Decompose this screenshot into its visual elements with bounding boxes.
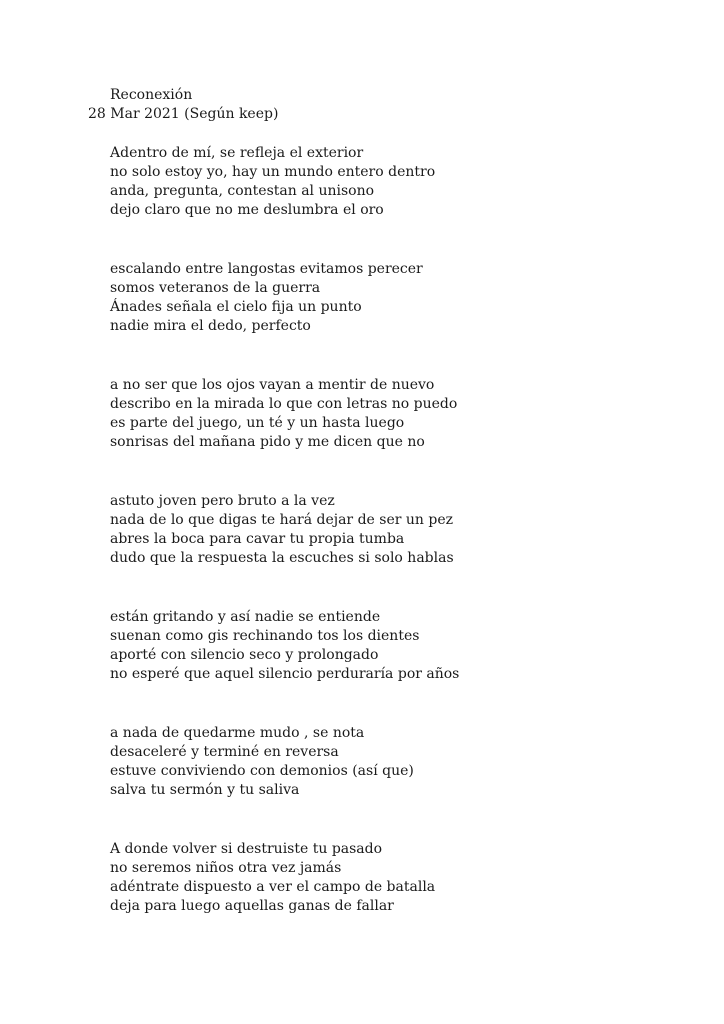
poem-line: no seremos niños otra vez jamás	[110, 860, 342, 876]
poem-line: dejo claro que no me deslumbra el oro	[110, 202, 384, 218]
stanza	[110, 260, 690, 336]
poem-line: deja para luego aquellas ganas de fallar	[110, 898, 394, 914]
poem-line: dudo que la respuesta la escuches si solo hablas	[110, 550, 454, 566]
poem-line: aporté con silencio seco y prolongado	[110, 647, 379, 663]
poem-line: adéntrate dispuesto a ver el campo de batalla	[110, 879, 436, 895]
poem-line: no solo estoy yo, hay un mundo entero dentro	[110, 164, 436, 180]
poem-line: anda, pregunta, contestan al unisono	[110, 183, 375, 199]
poem-line: Adentro de mí, se refleja el exterior	[110, 145, 364, 161]
poem-line: desaceleré y terminé en reversa	[110, 744, 339, 760]
stanza	[110, 144, 690, 220]
poem-title: Reconexión	[110, 87, 193, 103]
poem-line: nadie mira el dedo, perfecto	[110, 318, 311, 334]
poem-line: nada de lo que digas te hará dejar de ser un pez	[110, 512, 453, 528]
poem-line: salva tu sermón y tu saliva	[110, 782, 300, 798]
poem-line: escalando entre langostas evitamos perecer	[110, 261, 423, 277]
poem-line: Ánades señala el cielo fija un punto	[110, 299, 362, 315]
poem-line: A donde volver si destruiste tu pasado	[110, 841, 383, 857]
poem-line: estuve conviviendo con demonios (así que)	[110, 763, 414, 779]
stanza	[110, 608, 690, 684]
poem-date: 28 Mar 2021 (Según keep)	[88, 106, 279, 122]
poem-line: están gritando y así nadie se entiende	[110, 609, 381, 625]
poem-line: describo en la mirada lo que con letras no puedo	[110, 396, 458, 412]
poem-body	[110, 144, 690, 956]
poem-line: suenan como gis rechinando tos los dientes	[110, 628, 420, 644]
stanza	[110, 840, 690, 916]
poem-line: es parte del juego, un té y un hasta luego	[110, 415, 405, 431]
poem-line: a no ser que los ojos vayan a mentir de nuevo	[110, 377, 435, 393]
poem-line: no esperé que aquel silencio perduraría por años	[110, 666, 460, 682]
stanza	[110, 492, 690, 568]
poem-line: a nada de quedarme mudo , se nota	[110, 725, 365, 741]
poem-line: abres la boca para cavar tu propia tumba	[110, 531, 405, 547]
poem-line: sonrisas del mañana pido y me dicen que no	[110, 434, 425, 450]
stanza	[110, 724, 690, 800]
stanza	[110, 376, 690, 452]
poem-line: astuto joven pero bruto a la vez	[110, 493, 335, 509]
poem-line: somos veteranos de la guerra	[110, 280, 321, 296]
